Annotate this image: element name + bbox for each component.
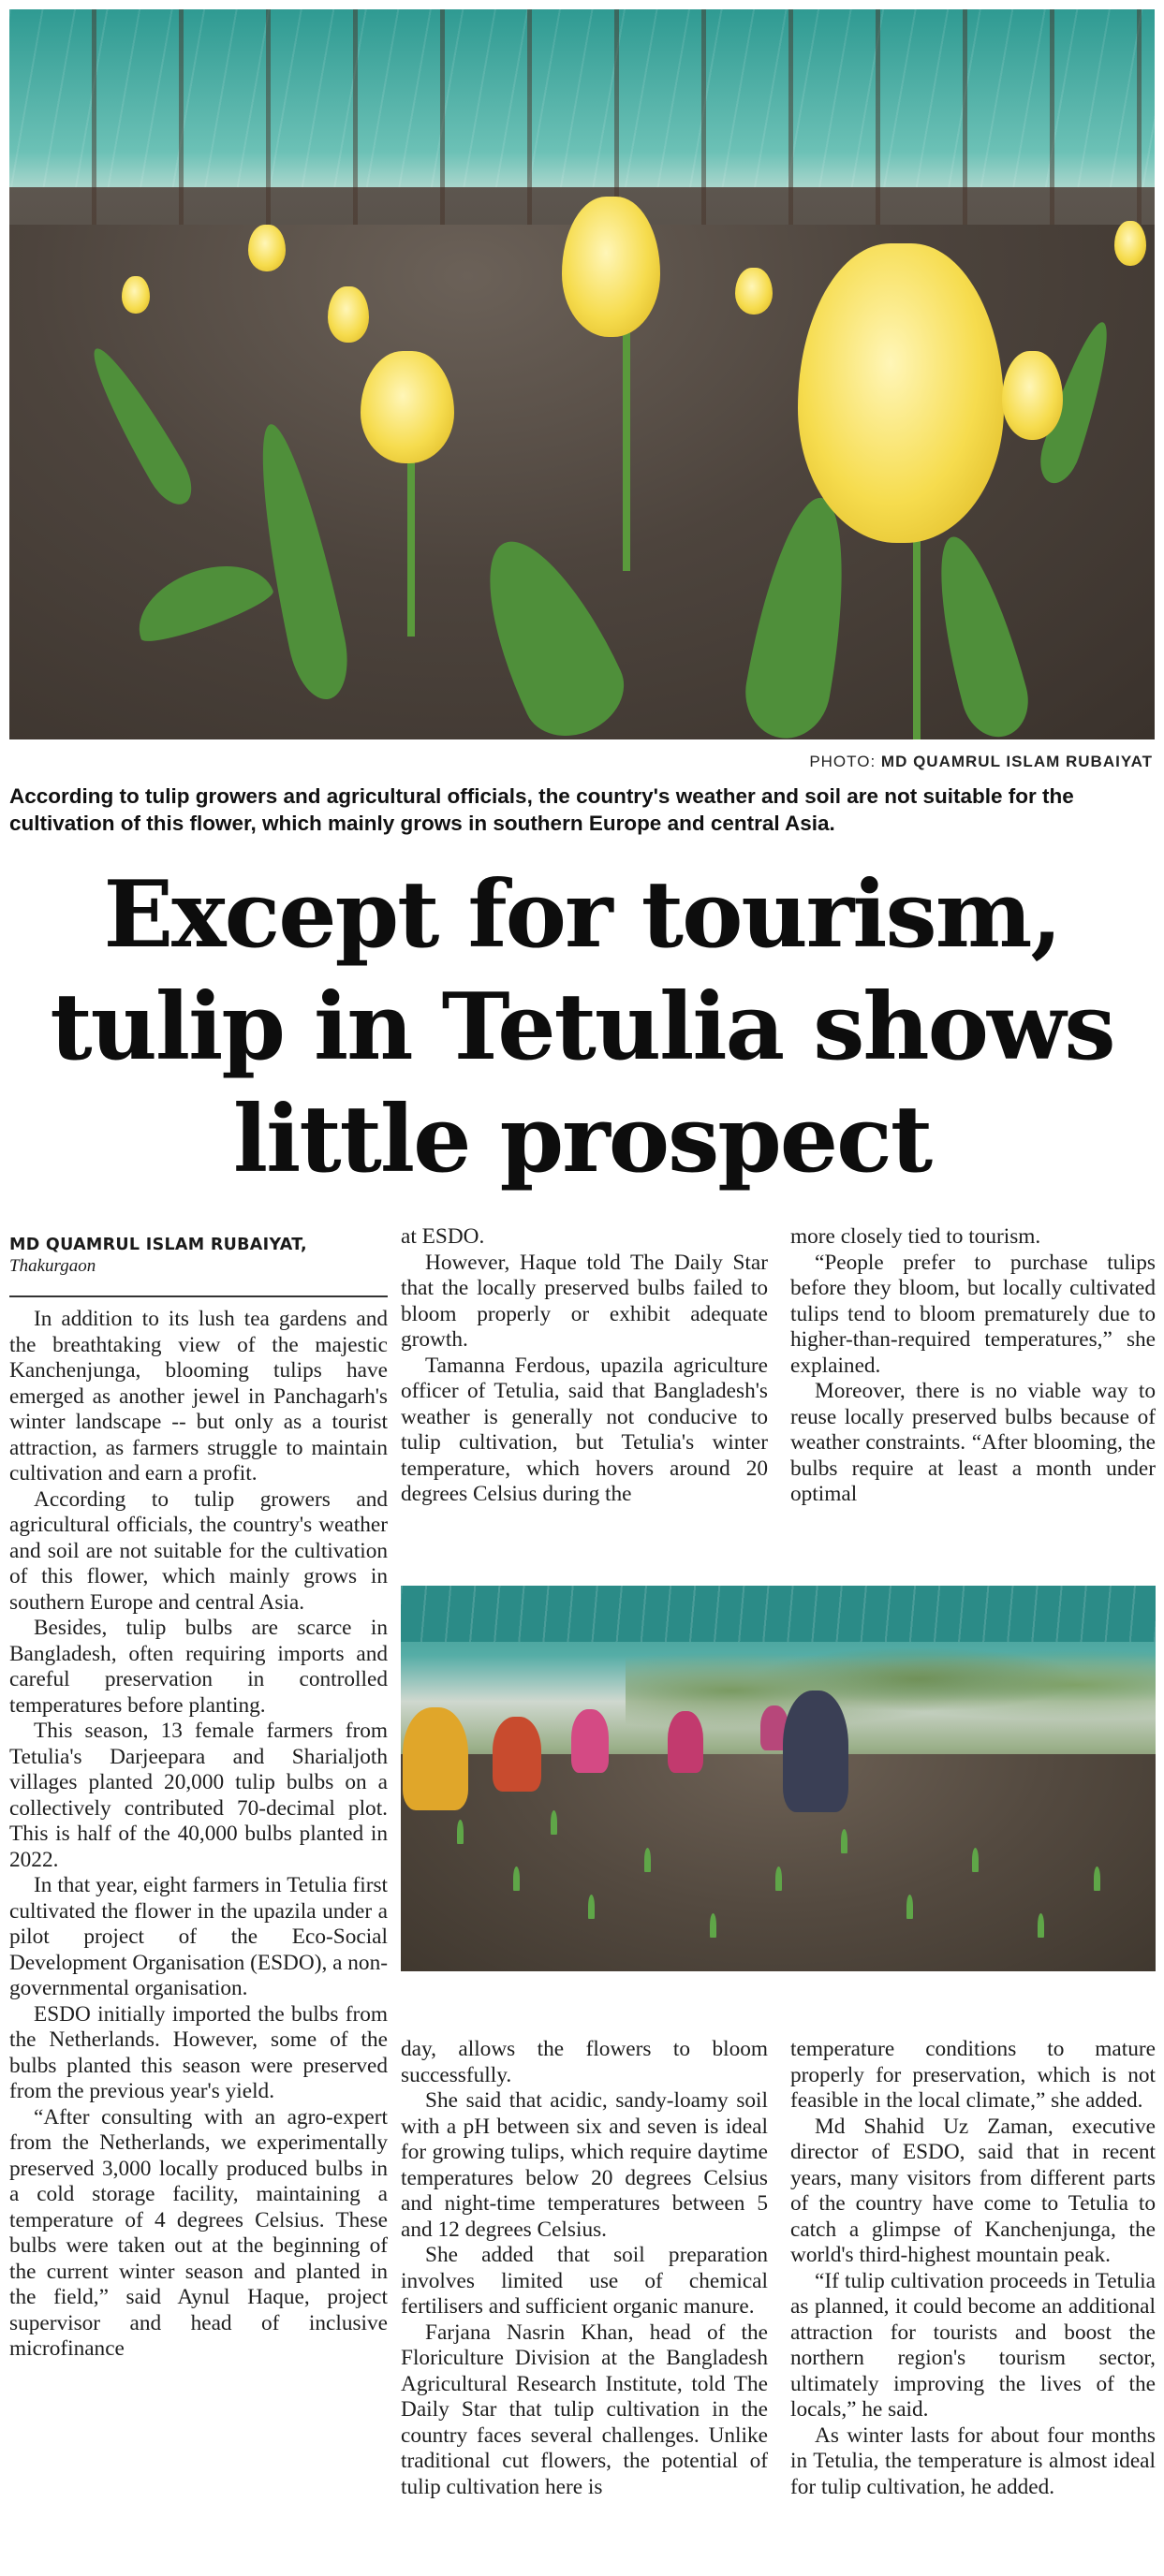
tulip-bloom xyxy=(1114,221,1146,266)
tulip-sprout xyxy=(906,1895,913,1919)
tulip-field-photo xyxy=(9,9,1155,739)
tulip-bloom xyxy=(248,225,286,271)
tulip-sprout xyxy=(972,1848,979,1872)
tulip-sprout xyxy=(1038,1913,1044,1938)
paragraph: In addition to its lush tea gardens and the breathtaking view of the majestic Kanchenjunga, blooming tulips have emerged as another jewel in Panchagarh's winter landscape -- but only as a tourist attraction, as farmers struggle to maintain cultivation and earn a profit. xyxy=(9,1307,388,1486)
paragraph: Farjana Nasrin Khan, head of the Floriculture Division at the Bangladesh Agricultural Research Institute, told The Daily Star that tulip cultivation in the country faces several challenges. Unlike traditional cut flowers, the potential of tulip cultivation here is xyxy=(401,2320,768,2499)
tulip-sprout xyxy=(588,1895,595,1919)
tulip-sprout xyxy=(644,1848,651,1872)
paragraph: She added that soil preparation involves limited use of chemical fertilisers and sufficient organic manure. xyxy=(401,2243,768,2319)
farmer-figure xyxy=(403,1707,468,1810)
byline-divider xyxy=(9,1295,388,1297)
farmer-figure xyxy=(571,1709,609,1773)
photo-caption: According to tulip growers and agricultural officials, the country's weather and soil are not suitable for the cultivation of this flower, which mainly grows in southern Europe and central Asia. xyxy=(9,784,1074,835)
paragraph: “People prefer to purchase tulips before they bloom, but locally cultivated tulips tend to bloom prematurely due to higher-than-required temperatures,” she explained. xyxy=(790,1250,1156,1378)
paragraph: According to tulip growers and agricultural officials, the country's weather and soil are not suitable for the cultivation of this flower, which mainly grows in southern Europe and central Asia. xyxy=(9,1486,388,1615)
stem xyxy=(407,449,415,637)
paragraph: at ESDO. xyxy=(401,1224,485,1249)
background-trees xyxy=(626,1623,1156,1735)
tulip-sprout xyxy=(1094,1866,1100,1891)
byline-location: Thakurgaon xyxy=(9,1256,96,1276)
article-column-3-bottom xyxy=(790,2037,1156,2500)
paragraph: Md Shahid Uz Zaman, executive director of ESDO, said that in recent years, many visitors from different parts of the country have come to Tetulia to catch a glimpse of Kanchenjunga, the world's third-highest mountain peak. xyxy=(790,2114,1156,2267)
paragraph: Moreover, there is no viable way to reuse locally preserved bulbs because of weather constraints. “After blooming, the bulbs require at least a month under optimal xyxy=(790,1379,1156,1506)
paragraph: This season, 13 female farmers from Tetulia's Darjeepara and Sharialjoth villages planted 20,000 tulip bulbs on a collectively contributed 70-decimal plot. This is half of the 40,000 bulbs planted in 2022. xyxy=(9,1719,388,1872)
paragraph: Besides, tulip bulbs are scarce in Bangladesh, often requiring imports and careful preservation in controlled temperatures before planting. xyxy=(9,1616,388,1718)
tulip-bloom xyxy=(562,197,660,337)
tulip-sprout xyxy=(513,1866,520,1891)
paragraph: temperature conditions to mature properly for preservation, which is not feasible in the local climate,” she added. xyxy=(790,2037,1156,2113)
tulip-sprout xyxy=(551,1810,557,1835)
article-column-3-top xyxy=(790,1224,1156,1508)
paragraph: However, Haque told The Daily Star that the locally preserved bulbs failed to bloom properly or exhibit adequate growth. xyxy=(401,1250,768,1352)
article-column-2-bottom xyxy=(401,2037,768,2500)
paragraph: As winter lasts for about four months in Tetulia, the temperature is almost ideal for tulip cultivation, he added. xyxy=(790,2422,1156,2499)
farmer-figure xyxy=(668,1711,703,1773)
tulip-bloom xyxy=(735,268,773,315)
paragraph: In that year, eight farmers in Tetulia first cultivated the flower in the upazila under a pilot project of the Eco-Social Development Organisation (ESDO), a non-governmental organisation. xyxy=(9,1873,388,2000)
tulip-sprout xyxy=(710,1913,716,1938)
article-column-2-top xyxy=(401,1224,768,1508)
farmers-planting-photo xyxy=(401,1586,1156,1971)
paragraph: Tamanna Ferdous, upazila agriculture officer of Tetulia, said that Bangladesh's weather is generally not conducive to tulip cultivation, but Tetulia's winter temperature, which hovers around 20 degrees Celsius during the xyxy=(401,1353,768,1506)
photo-credit-name: MD QUAMRUL ISLAM RUBAIYAT xyxy=(880,753,1153,770)
photo-credit xyxy=(809,753,1153,771)
byline xyxy=(9,1236,388,1277)
photo-credit-prefix: PHOTO: xyxy=(809,753,877,770)
paragraph: ESDO initially imported the bulbs from the Netherlands. However, some of the bulbs planted this season were preserved from the previous year's yield. xyxy=(9,2001,388,2103)
article-column-1 xyxy=(9,1307,388,2363)
tulip-bloom xyxy=(122,276,150,314)
farmer-figure xyxy=(783,1690,848,1812)
tulip-bloom xyxy=(798,243,1004,543)
headline: Except for tourism, tulip in Tetulia shows little prospect xyxy=(50,861,1114,1193)
tulip-bloom xyxy=(361,351,454,463)
paragraph: She said that acidic, sandy-loamy soil with a pH between six and seven is ideal for growing tulips, which require daytime temperatures below 20 degrees Celsius and night-time temperatures between 5 and 12 degrees Celsius. xyxy=(401,2088,768,2242)
paragraph: day, allows the flowers to bloom successfully. xyxy=(401,2037,768,2087)
tulip-sprout xyxy=(457,1820,464,1844)
paragraph: “After consulting with an agro-expert from the Netherlands, we experimentally preserved 3,000 locally produced bulbs in a cold storage facility, maintaining a temperature of 4 degrees Celsius. These bulbs were taken out at the beginning of the current winter season and planted in the field,” said Aynul Haque, project supervisor and head of inclusive microfinance xyxy=(9,2104,388,2361)
tulip-bloom xyxy=(1002,351,1063,440)
paragraph: “If tulip cultivation proceeds in Tetulia as planned, it could become an additional attraction for tourists and boost the northern region's tourism sector, ultimately improving the lives of the locals,” he said. xyxy=(790,2268,1156,2422)
tulip-bloom xyxy=(328,286,369,343)
paragraph: more closely tied to tourism. xyxy=(790,1224,1041,1249)
stem xyxy=(623,328,630,571)
byline-name: MD QUAMRUL ISLAM RUBAIYAT, xyxy=(9,1236,307,1254)
tulip-sprout xyxy=(775,1866,782,1891)
stem xyxy=(913,534,921,739)
farmer-figure xyxy=(493,1717,541,1792)
tulip-sprout xyxy=(841,1829,847,1853)
